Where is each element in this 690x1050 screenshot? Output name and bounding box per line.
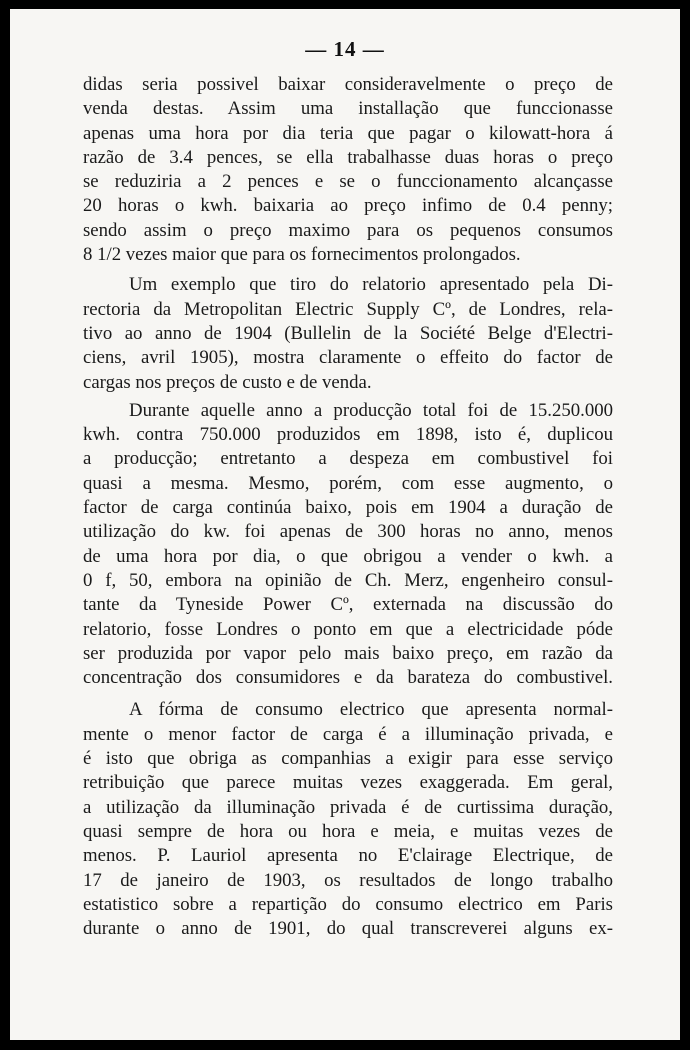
- text-line: kwh. contra 750.000 produzidos em 1898, isto é, duplicou: [83, 424, 613, 446]
- text-line: se reduziria a 2 pences e se o funccionamento alcançasse: [83, 171, 613, 193]
- text-line: durante o anno de 1901, do qual transcreverei alguns ex-: [83, 918, 613, 940]
- text-line: a utilização da illuminação privada é de curtissima duração,: [83, 796, 613, 818]
- text-line: ciens, avril 1905), mostra claramente o effeito do factor de: [83, 347, 613, 369]
- paragraph: [83, 73, 613, 267]
- text-line: tante da Tyneside Power Cº, externada na discussão do: [83, 594, 613, 616]
- text-line: menos. P. Lauriol apresenta no E'clairage Electrique, de: [83, 845, 613, 867]
- text-line: a producção; entretanto a despeza em combustivel foi: [83, 448, 613, 470]
- paragraph: [83, 273, 613, 394]
- text-line: apenas uma hora por dia teria que pagar o kilowatt-hora á: [83, 122, 613, 144]
- text-line: didas seria possivel baixar consideravelmente o preço de: [83, 74, 613, 95]
- text-line: 8 1/2 vezes maior que para os fornecimentos prolongados.: [83, 244, 521, 266]
- text-line: tivo ao anno de 1904 (Bullelin de la Société Belge d'Electri-: [83, 322, 613, 344]
- text-line: venda destas. Assim uma installação que funccionasse: [83, 98, 613, 120]
- text-line: Durante aquelle anno a producção total foi de 15.250.000: [129, 399, 613, 421]
- page-number: — 14 —: [305, 37, 385, 61]
- text-line: de uma hora por dia, o que obrigou a vender o kwh. a: [83, 545, 613, 567]
- paragraph: [83, 698, 613, 941]
- text-line: razão de 3.4 pences, se ella trabalhasse duas horas o preço: [83, 146, 613, 168]
- text-line: factor de carga continúa baixo, pois em 1904 a duração de: [83, 497, 613, 519]
- text-line: utilização do kw. foi apenas de 300 horas no anno, menos: [83, 521, 613, 543]
- text-line: relatorio, fosse Londres o ponto em que a electricidade póde: [83, 618, 613, 640]
- text-line: rectoria da Metropolitan Electric Supply Cº, de Londres, rela-: [83, 298, 613, 320]
- text-line: cargas nos preços de custo e de venda.: [83, 371, 372, 393]
- text-line: A fórma de consumo electrico que apresenta normal-: [129, 699, 613, 721]
- text-line: concentração dos consumidores e da barateza do combustivel.: [83, 667, 613, 689]
- text-line: Um exemplo que tiro do relatorio apresentado pela Di-: [129, 274, 613, 296]
- text-line: estatistico sobre a repartição do consumo electrico em Paris: [83, 893, 613, 915]
- body-text: [83, 73, 613, 941]
- text-line: retribuição que parece muitas vezes exaggerada. Em geral,: [83, 772, 613, 794]
- book-page: [10, 9, 680, 1040]
- text-line: 20 horas o kwh. baixaria ao preço infimo de 0.4 penny;: [83, 195, 613, 217]
- text-line: ser produzida por vapor pelo mais baixo preço, em razão da: [83, 642, 613, 664]
- text-line: 17 de janeiro de 1903, os resultados de longo trabalho: [83, 869, 613, 891]
- text-line: mente o menor factor de carga é a illuminação privada, e: [83, 723, 613, 745]
- text-line: sendo assim o preço maximo para os pequenos consumos: [83, 219, 613, 241]
- paragraph: [83, 399, 613, 691]
- text-line: é isto que obriga as companhias a exigir para esse serviço: [83, 748, 613, 770]
- text-line: quasi sempre de hora ou hora e meia, e muitas vezes de: [83, 820, 613, 842]
- text-line: 0 f, 50, embora na opinião de Ch. Merz, engenheiro consul-: [83, 569, 613, 591]
- text-line: quasi a mesma. Mesmo, porém, com esse augmento, o: [83, 472, 613, 494]
